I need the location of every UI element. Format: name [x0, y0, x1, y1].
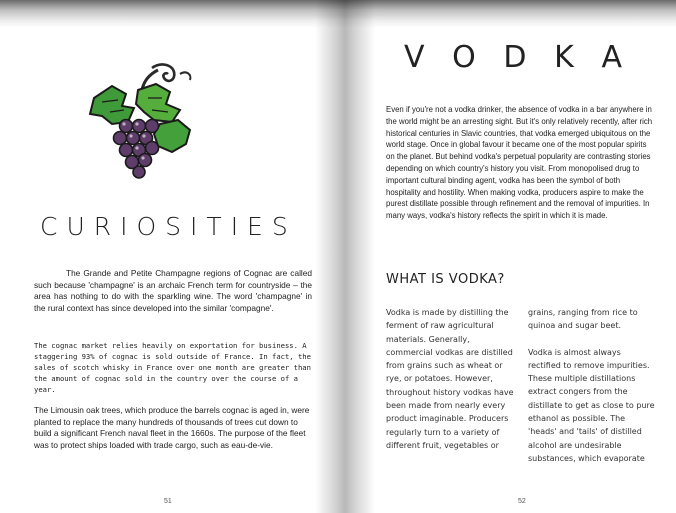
book-gutter-shadow — [315, 0, 375, 513]
paragraph-cognac-market: The cognac market relies heavily on exportation for business. A staggering 93% of cognac is sold outside of France. In fact, the sales of scotch whisky in France over one month are greater than the amount of cognac sold in the country over the course of a year. — [34, 341, 311, 394]
paragraph-champagne — [34, 268, 312, 314]
intro-paragraph: Even if you're not a vodka drinker, the absence of vodka in a bar anywhere in the world might be an arresting sight. But it's only relatively recently, after rich historical centuries in Slavic countries, that vodka emerged ubiquitous on the world stage. Once in global favour it became one of the most popular spirits on the planet. But behind vodka's perpetual popularity are contrasting stories depending on which country's history you visit. From monopolised drug to important cultural binding agent, vodka has been the symbol of both hospitality and hostility. When making vodka, producers aspire to make the purest distillate possible through refinement and the removal of impurities. In many ways, vodka's history reflects the spirit in which it is made. — [386, 105, 653, 221]
text-column-1: Vodka is made by distilling the ferment of raw agricultural materials. Generally, commercial vodkas are distilled from grains such as wheat or rye, or potatoes. However, throughout history vodkas have been made from nearly every product imaginable. Producers regularly turn to a variety of different fruit, vegetables or — [386, 308, 514, 450]
subheading-what-is-vodka: WHAT IS VODKA? — [386, 272, 505, 287]
title-letter: K — [554, 40, 576, 75]
page-number-left: 51 — [164, 498, 172, 505]
column-2-paragraph-2: Vodka is almost always rectified to remove impurities. These multiple distillations extract congers from the distillate to get as close to pure ethanol as possible. The 'heads' and 'tails' of distilled alcohol are undesirable substances, which evaporate — [528, 347, 655, 463]
paragraph-limousin-oak: The Limousin oak trees, which produce the barrels cognac is aged in, were planted to replace the many hundreds of thousands of trees cut down to build a significant French naval fleet in the 1660s. The purpose of the fleet was to protect ships loaded with trade cargo, such as eau-de-vie. — [34, 405, 310, 450]
title-letter: V — [404, 40, 427, 75]
title-letter: O — [452, 40, 478, 75]
page-number-right: 52 — [518, 498, 526, 505]
section-title-vodka — [404, 40, 624, 75]
paragraph-spacer — [528, 333, 656, 346]
paragraph-text: The Grande and Petite Champagne regions of Cognac are called such because 'champagne' is an archaic French term for countryside – the area has nothing to do with the sparkling wine. The word 'champagne' in the rural context has since developed into the similar 'compagne'. — [34, 268, 312, 313]
right-page — [338, 0, 676, 513]
title-letter: A — [601, 40, 624, 75]
column-2-paragraph-1: grains, ranging from rice to quinoa and sugar beet. — [528, 308, 638, 331]
grapes-vine-icon — [82, 60, 202, 180]
title-letter: D — [503, 40, 529, 75]
section-title-curiosities: CURIOSITIES — [40, 212, 297, 241]
text-column-2 — [528, 306, 656, 465]
